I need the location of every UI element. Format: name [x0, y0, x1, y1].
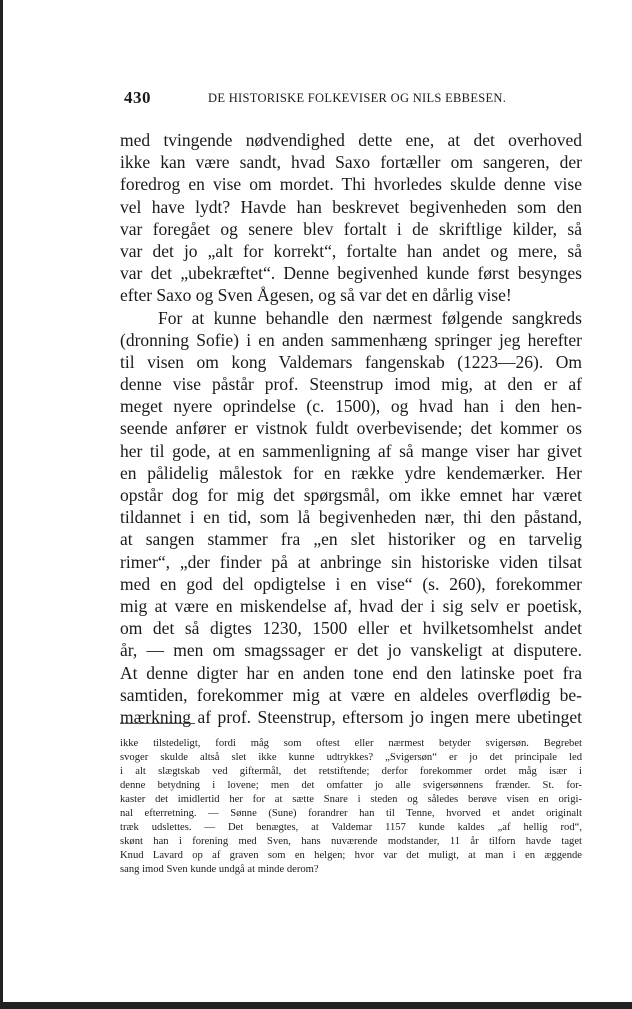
body-line: denne vise påstår prof. Steenstrup imod mig, at den er af — [120, 374, 582, 395]
body-line: at sangen stammer fra „en slet historiker og en tarvelig — [120, 529, 582, 550]
body-line: en pålidelig målestok for en række ydre kendemærker. Her — [120, 462, 582, 483]
body-line: var det jo „alt for korrekt“, fortalte han andet og mere, så — [120, 240, 582, 261]
footnote-line: kaster det imidlertid her for at sætte Snare i steden og således berøve visen en origi- — [120, 794, 582, 805]
body-line: ikke kan være sandt, hvad Saxo fortæller om sangeren, der — [120, 152, 582, 173]
body-line: var foregået og senere blev fortalt i de skriftlige kilder, så — [120, 218, 582, 239]
footnote-line: denne betydning i lovene; men det omfatter jo alle svigersønnens frænder. St. for- — [120, 780, 582, 791]
body-line: (dronning Sofie) i en anden sammenhæng springer jeg herefter — [120, 329, 582, 350]
body-line: med en god del opdigtelse i en vise“ (s. 260), forekommer — [120, 573, 582, 594]
body-line-paragraph-start: For at kunne behandle den nærmest følgende sangkreds — [158, 307, 582, 328]
body-line: mig at være en miskendelse af, hvad der i sig selv er poetisk, — [120, 595, 582, 616]
body-line: til visen om kong Valdemars fangenskab (1223—26). Om — [120, 351, 582, 372]
body-line: tildannet i en tid, som lå begivenheden nær, thi den påstand, — [120, 507, 582, 528]
footnote-line: svoger skulde altså slet ikke kunne udtrykkes? „Svigersøn“ er jo det principale led — [120, 752, 582, 763]
footnote-line: træk udslettes. — Det benægtes, at Valdemar 1157 kunde kaldes „af hellig rod“, — [120, 822, 582, 833]
body-line: mærkning af prof. Steenstrup, eftersom jo ingen mere ubetinget — [120, 706, 582, 727]
footnote-line: skønt han i forening med Sven, hans nuværende modstander, 11 år tilforn havde taget — [120, 836, 582, 847]
footnote-line: sang imod Sven kunde undgå at minde derom? — [120, 864, 319, 875]
body-line: meget nyere oprindelse (c. 1500), og hvad han i den hen- — [120, 396, 582, 417]
body-line: At denne digter har en anden tone end den latinske poet fra — [120, 662, 582, 683]
body-line: opstår dog for mig det spørgsmål, om ikke emnet har været — [120, 485, 582, 505]
footnote-line: i alt slægtskab ved giftermål, det retstiftende; derfor forekommer ordet måg især i — [120, 766, 582, 777]
page-header — [124, 88, 524, 110]
running-head: DE HISTORISKE FOLKEVISER OG NILS EBBESEN. — [208, 91, 507, 105]
page-number: 430 — [124, 88, 151, 107]
footnote-line: ikke tilstedeligt, fordi måg som oftest eller nærmest betyder svigersøn. Begrebet — [120, 738, 582, 749]
body-line: seende anfører er vistnok fuldt overbevisende; det kommer os — [120, 418, 582, 439]
footnote-line: nal efterretning. — Sønne (Sune) forandrer han til Tenne, hvorved et andet originalt — [120, 808, 582, 819]
body-line: år, — men om smagssager er det jo vanskeligt at disputere. — [120, 640, 582, 661]
body-line: samtiden, forekommer mig at være en aldeles overflødig be- — [120, 684, 582, 705]
page-edge-left — [0, 0, 3, 1009]
footnote-line: Knud Lavard op af graven som en helgen; hvor var det muligt, at man i en æggende — [120, 850, 582, 861]
body-text — [120, 129, 582, 728]
footnote — [120, 737, 582, 877]
body-line: med tvingende nødvendighed dette ene, at det overhoved — [120, 130, 582, 150]
body-line: foredrog en vise om mordet. Thi hvorledes skulde denne vise — [120, 174, 582, 195]
body-line: her til gode, at en sammenligning af så mange viser har givet — [120, 440, 582, 461]
body-line: efter Saxo og Sven Ågesen, og så var det en dårlig vise! — [120, 285, 512, 306]
body-line: rimer“, „der finder på at anbringe sin historiske viden tilsat — [120, 551, 582, 572]
page-edge-bottom — [0, 1002, 632, 1009]
footnote-divider — [120, 723, 195, 724]
body-line: var det „ubekræftet“. Denne begivenhed kunde først besynges — [120, 263, 582, 284]
body-line: vel have lydt? Havde han beskrevet begivenheden som den — [120, 196, 582, 217]
body-line: om det så digtes 1230, 1500 eller et hvilketsomhelst andet — [120, 618, 582, 639]
